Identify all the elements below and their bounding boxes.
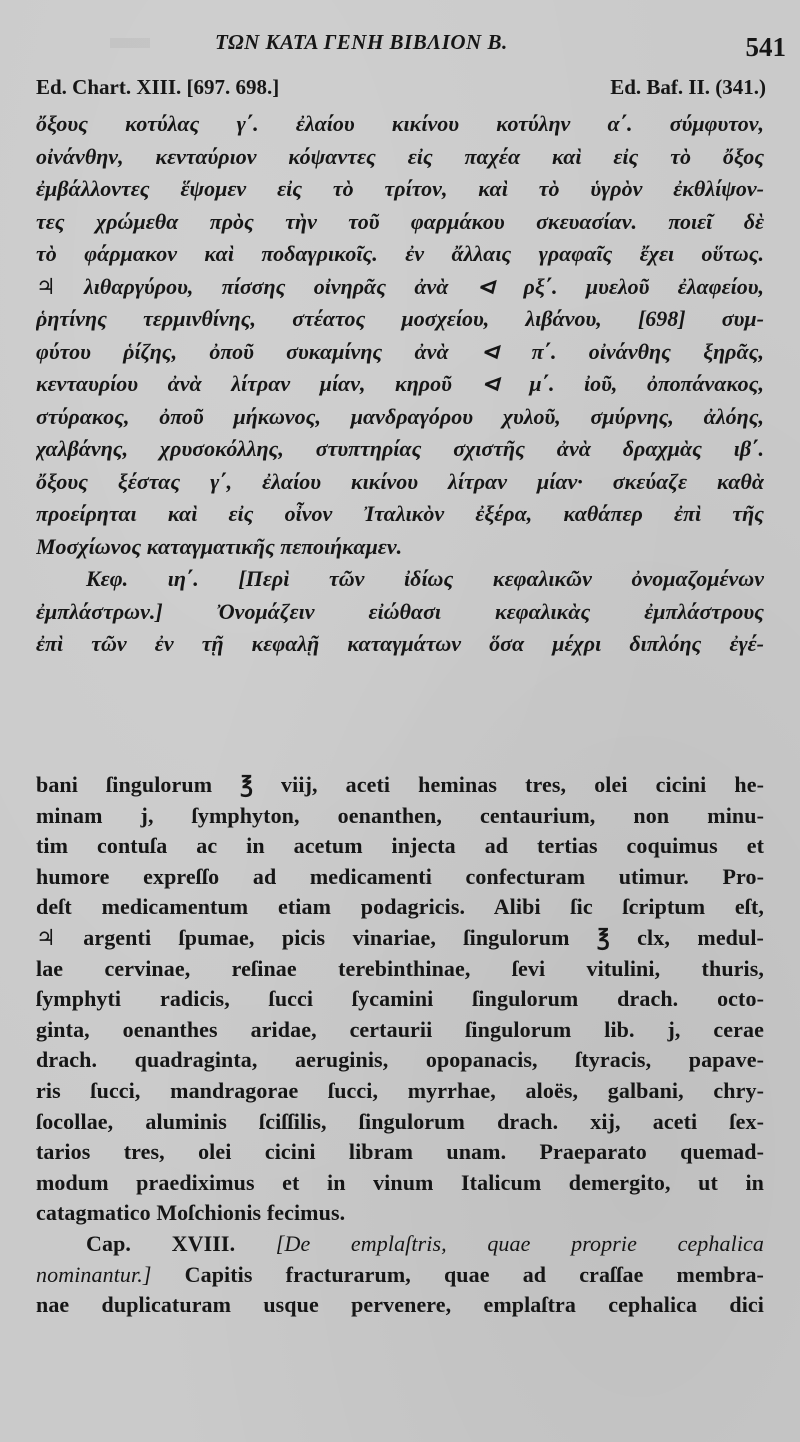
latin-line: ſocollae, aluminis ſciſſilis, ſingulorum drach. xij, aceti ſex-	[36, 1108, 764, 1134]
latin-line: bani ſingulorum ℥ viij, aceti heminas tres, olei cicini he-	[36, 772, 764, 797]
chapter-text: Capitis fracturarum, quae ad craſſae membra-	[184, 1261, 764, 1287]
latin-line: ♃ argenti ſpumae, picis vinariae, ſingulorum ℥ clx, medul-	[36, 924, 764, 950]
chapter-title-part: [De emplaſtris, quae proprie cephalica	[275, 1230, 764, 1256]
greek-line: χαλβάνης, χρυσοκόλλης, στυπτηρίας σχιστῆς ἀνὰ δραχμὰς ιβ΄.	[36, 436, 764, 461]
latin-text-block	[36, 770, 764, 1321]
greek-chapter-heading: Κεφ. ιη΄. [Περὶ τῶν ἰδίως κεφαλικῶν ὀνομαζομένων	[86, 566, 764, 591]
page-number: 541	[745, 32, 786, 62]
latin-line	[36, 1260, 764, 1291]
greek-line: ὄξους κοτύλας γ΄. ἐλαίου κικίνου κοτύλην α΄. σύμφυτον,	[36, 111, 764, 136]
greek-line: τες χρώμεθα πρὸς τὴν τοῦ φαρμάκου σκευασίαν. ποιεῖ δὲ	[36, 208, 764, 234]
running-title: ΤΩΝ ΚΑΤΑ ΓΕΝΗ ΒΙΒΛΙΟΝ Β.	[215, 30, 508, 54]
greek-line: ὄξους ξέστας γ΄, ἐλαίου κικίνου λίτραν μίαν· σκεύαζε καθὰ	[36, 468, 764, 494]
latin-line: drach. quadraginta, aeruginis, opopanacis, ſtyracis, papave-	[36, 1047, 764, 1073]
greek-line: στύρακος, ὀποῦ μήκωνος, μανδραγόρου χυλοῦ, σμύρνης, ἀλόης,	[36, 403, 764, 429]
latin-line: minam j, ſymphyton, oenanthen, centaurium, non minu-	[36, 802, 764, 828]
greek-line: ἐπὶ τῶν ἐν τῇ κεφαλῇ καταγμάτων ὅσα μέχρι διπλόης ἐγέ-	[36, 631, 764, 656]
latin-line: modum praediximus et in vinum Italicum demergito, ut in	[36, 1169, 764, 1195]
latin-line: catagmatico Moſchionis fecimus.	[36, 1200, 346, 1226]
greek-line: ῥητίνης τερμινθίνης, στέατος μοσχείου, λιβάνου, [698] συμ-	[36, 306, 764, 331]
greek-line: προείρηται καὶ εἰς οἶνον Ἰταλικὸν ἐξέρα, καθάπερ ἐπὶ τῆς	[36, 501, 764, 526]
greek-line: κενταυρίου ἀνὰ λίτραν μίαν, κηροῦ ⊲ μ΄. ἰοῦ, ὀποπάνακος,	[36, 371, 764, 396]
latin-line: lae cervinae, reſinae terebinthinae, ſevi vitulini, thuris,	[36, 955, 764, 981]
greek-line: Μοσχίωνος καταγματικῆς πεποιήκαμεν.	[36, 533, 403, 559]
greek-text-block	[36, 108, 764, 661]
edition-reference-line	[36, 75, 766, 107]
latin-line: ris ſucci, mandragorae ſucci, myrrhae, aloës, galbani, chry-	[36, 1077, 764, 1103]
greek-line: ♃ λιθαργύρου, πίσσης οἰνηρᾶς ἀνὰ ⊲ ρξ΄. μυελοῦ ἐλαφείου,	[36, 273, 764, 299]
greek-line: φύτου ῥίζης, ὀποῦ συκαμίνης ἀνὰ ⊲ π΄. οἰνάνθης ξηρᾶς,	[36, 338, 764, 364]
greek-line: ἐμβάλλοντες ἕψομεν εἰς τὸ τρίτον, καὶ τὸ ὑγρὸν ἐκθλίψον-	[36, 176, 764, 201]
greek-line: ἐμπλάστρων.] Ὀνομάζειν εἰώθασι κεφαλικὰς ἐμπλάστρους	[36, 598, 764, 624]
edition-reference-chart: Ed. Chart. XIII. [697. 698.]	[36, 75, 280, 99]
greek-line: οἰνάνθην, κενταύριον κόψαντες εἰς παχέα καὶ εἰς τὸ ὄξος	[36, 143, 764, 169]
latin-line: nae duplicaturam usque pervenere, emplaſtra cephalica dici	[36, 1292, 764, 1318]
chapter-label: Cap. XVIII.	[86, 1230, 236, 1256]
greek-line: τὸ φάρμακον καὶ ποδαγρικοῖς. ἐν ἄλλαις γραφαῖς ἔχει οὕτως.	[36, 241, 764, 266]
latin-chapter-heading	[36, 1229, 764, 1260]
latin-line: humore expreſſo ad medicamenti confecturam utimur. Pro-	[36, 863, 764, 889]
bleed-through-mark	[110, 38, 150, 48]
latin-line: tarios tres, olei cicini libram unam. Praeparato quemad-	[36, 1139, 764, 1165]
latin-line: tim contuſa ac in acetum injecta ad tertias coquimus et	[36, 833, 764, 859]
latin-line: ſymphyti radicis, ſucci ſycamini ſingulorum drach. octo-	[36, 986, 764, 1012]
latin-line: ginta, oenanthes aridae, certaurii ſingulorum lib. j, cerae	[36, 1016, 764, 1042]
latin-line: deſt medicamentum etiam podagricis. Alibi ſic ſcriptum eſt,	[36, 894, 764, 920]
edition-reference-basel: Ed. Baf. II. (341.)	[610, 75, 766, 99]
chapter-title-part: nominantur.]	[36, 1261, 152, 1287]
